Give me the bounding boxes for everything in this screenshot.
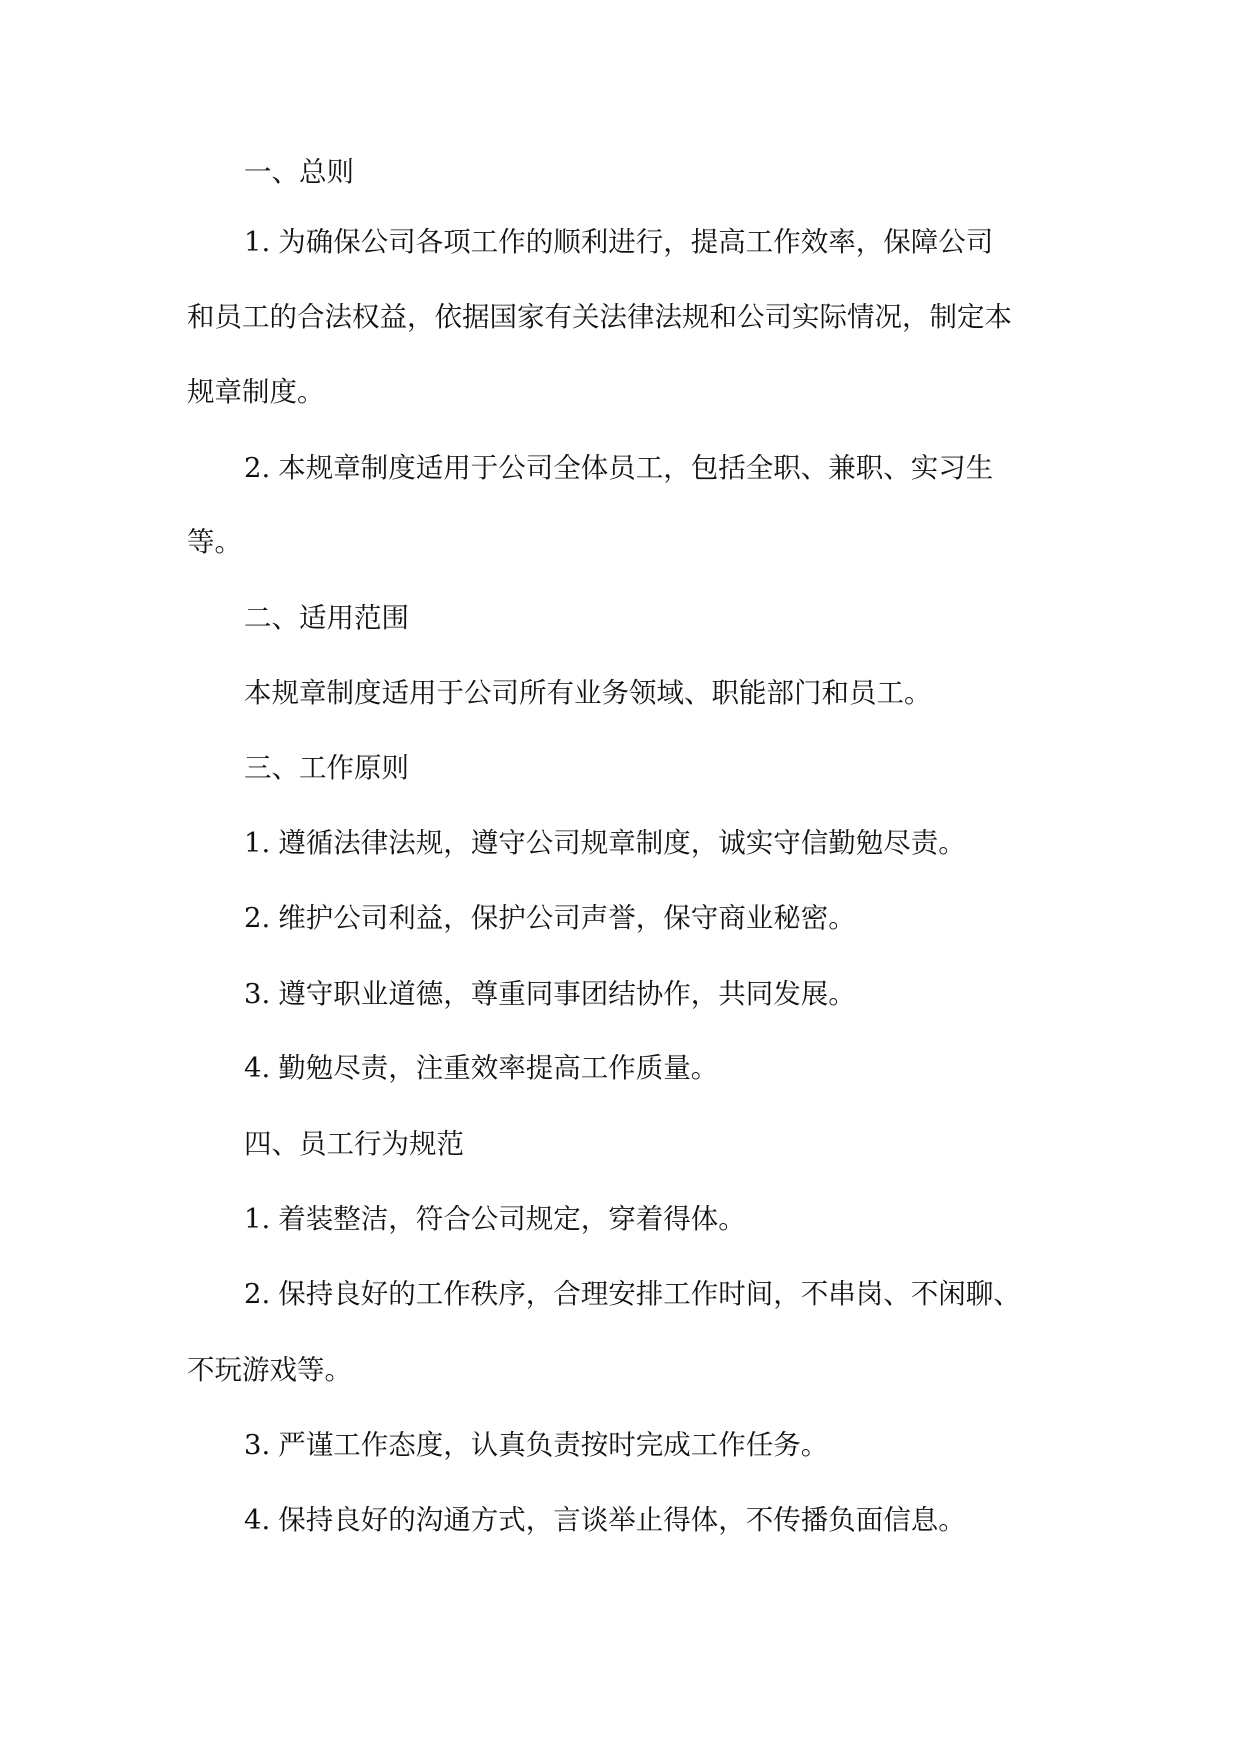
list-item-text: 遵循法律法规，遵守公司规章制度，诚实守信勤勉尽责。 <box>278 827 966 859</box>
section-heading-scope: 二、适用范围 <box>244 602 409 634</box>
list-item-text: 维护公司利益，保护公司声誉，保守商业秘密。 <box>278 902 856 934</box>
list-item-text: 严谨工作态度，认真负责按时完成工作任务。 <box>278 1429 829 1461</box>
paragraph-line <box>244 222 993 262</box>
list-number: 1. <box>244 827 271 859</box>
list-item-text: 保持良好的工作秩序，合理安排工作时间，不串岗、不闲聊、 <box>278 1278 1021 1310</box>
list-number: 2. <box>244 1278 271 1310</box>
list-number: 1. <box>244 226 271 258</box>
list-item <box>244 1048 718 1088</box>
section-heading-general: 一、总则 <box>244 156 354 188</box>
list-item <box>244 1425 828 1465</box>
section-heading-conduct: 四、员工行为规范 <box>244 1128 464 1160</box>
list-number: 1. <box>244 1203 271 1235</box>
list-number: 4. <box>244 1052 271 1084</box>
paragraph-text: 本规章制度适用于公司全体员工，包括全职、兼职、实习生 <box>278 452 994 484</box>
list-item <box>244 1199 746 1239</box>
list-item-text: 遵守职业道德，尊重同事团结协作，共同发展。 <box>278 978 856 1010</box>
paragraph-line <box>244 448 993 488</box>
list-item-text: 着装整洁，符合公司规定，穿着得体。 <box>278 1203 746 1235</box>
list-number: 2. <box>244 902 271 934</box>
section-heading-principles: 三、工作原则 <box>244 752 409 784</box>
paragraph-line: 本规章制度适用于公司所有业务领域、职能部门和员工。 <box>244 677 932 709</box>
list-item <box>244 974 856 1014</box>
paragraph-line: 和员工的合法权益，依据国家有关法律法规和公司实际情况，制定本 <box>187 301 1012 333</box>
list-item <box>244 1500 966 1540</box>
paragraph-line: 不玩游戏等。 <box>187 1354 352 1386</box>
list-item-text: 勤勉尽责，注重效率提高工作质量。 <box>278 1052 719 1084</box>
list-item-text: 保持良好的沟通方式，言谈举止得体，不传播负面信息。 <box>278 1504 966 1536</box>
list-number: 3. <box>244 1429 271 1461</box>
paragraph-text: 为确保公司各项工作的顺利进行，提高工作效率，保障公司 <box>278 226 994 258</box>
list-number: 3. <box>244 978 271 1010</box>
list-number: 2. <box>244 452 271 484</box>
list-item <box>244 823 966 863</box>
list-item <box>244 1274 1021 1314</box>
list-number: 4. <box>244 1504 271 1536</box>
paragraph-line: 等。 <box>187 526 242 558</box>
paragraph-line: 规章制度。 <box>187 376 325 408</box>
list-item <box>244 898 856 938</box>
